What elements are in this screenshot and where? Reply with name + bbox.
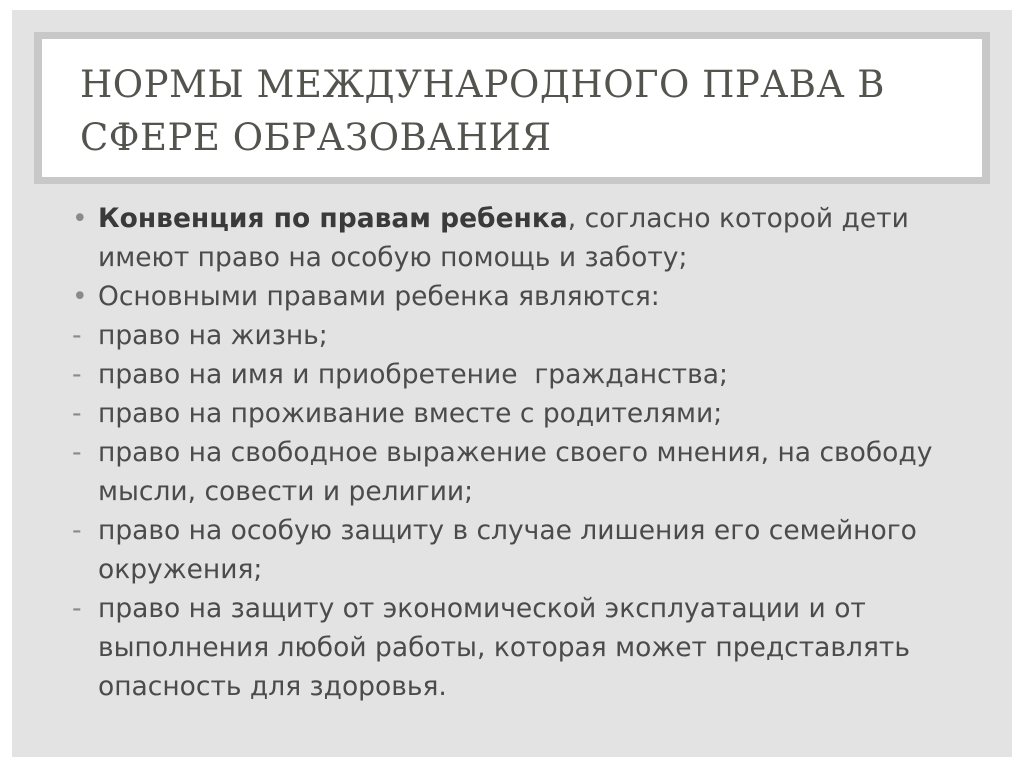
list-item-text: право на свободное выражение своего мнения, на свободу мысли, совести и религии; [98, 437, 933, 507]
dash-icon: - [72, 359, 82, 390]
slide-title: НОРМЫ МЕЖДУНАРОДНОГО ПРАВА В СФЕРЕ ОБРАЗОВАНИЯ [80, 63, 885, 159]
list-item-text: право на жизнь; [98, 320, 328, 351]
title-frame [34, 32, 990, 184]
dash-icon: - [72, 437, 82, 468]
list-item-text: право на защиту от экономической эксплуатации и от выполнения любой работы, которая может представлять опасность для здоровья. [98, 593, 910, 702]
bullet-icon: • [72, 203, 88, 234]
list-item-text: право на проживание вместе с родителями; [98, 398, 723, 429]
list-item [72, 199, 982, 277]
bullet-icon: • [72, 281, 88, 312]
list-item [72, 589, 982, 706]
convention-name: Конвенция по правам ребенка [98, 203, 568, 234]
list-item [72, 316, 982, 355]
list-item-text: Основными правами ребенка являются: [98, 281, 660, 312]
list-item [72, 511, 982, 589]
list-item [72, 394, 982, 433]
dash-icon: - [72, 320, 82, 351]
list-item-text: право на особую защиту в случае лишения его семейного окружения; [98, 515, 917, 585]
title-panel [42, 39, 982, 177]
list-item [72, 355, 982, 394]
dash-icon: - [72, 593, 82, 624]
list-item [72, 433, 982, 511]
dash-icon: - [72, 515, 82, 546]
content-list [72, 199, 982, 706]
dash-icon: - [72, 398, 82, 429]
list-item-text: право на имя и приобретение гражданства; [98, 359, 728, 390]
list-item [72, 277, 982, 316]
slide [12, 10, 1012, 757]
list-item-text: , согласно которой дети имеют право на особую помощь и заботу; [98, 203, 909, 273]
